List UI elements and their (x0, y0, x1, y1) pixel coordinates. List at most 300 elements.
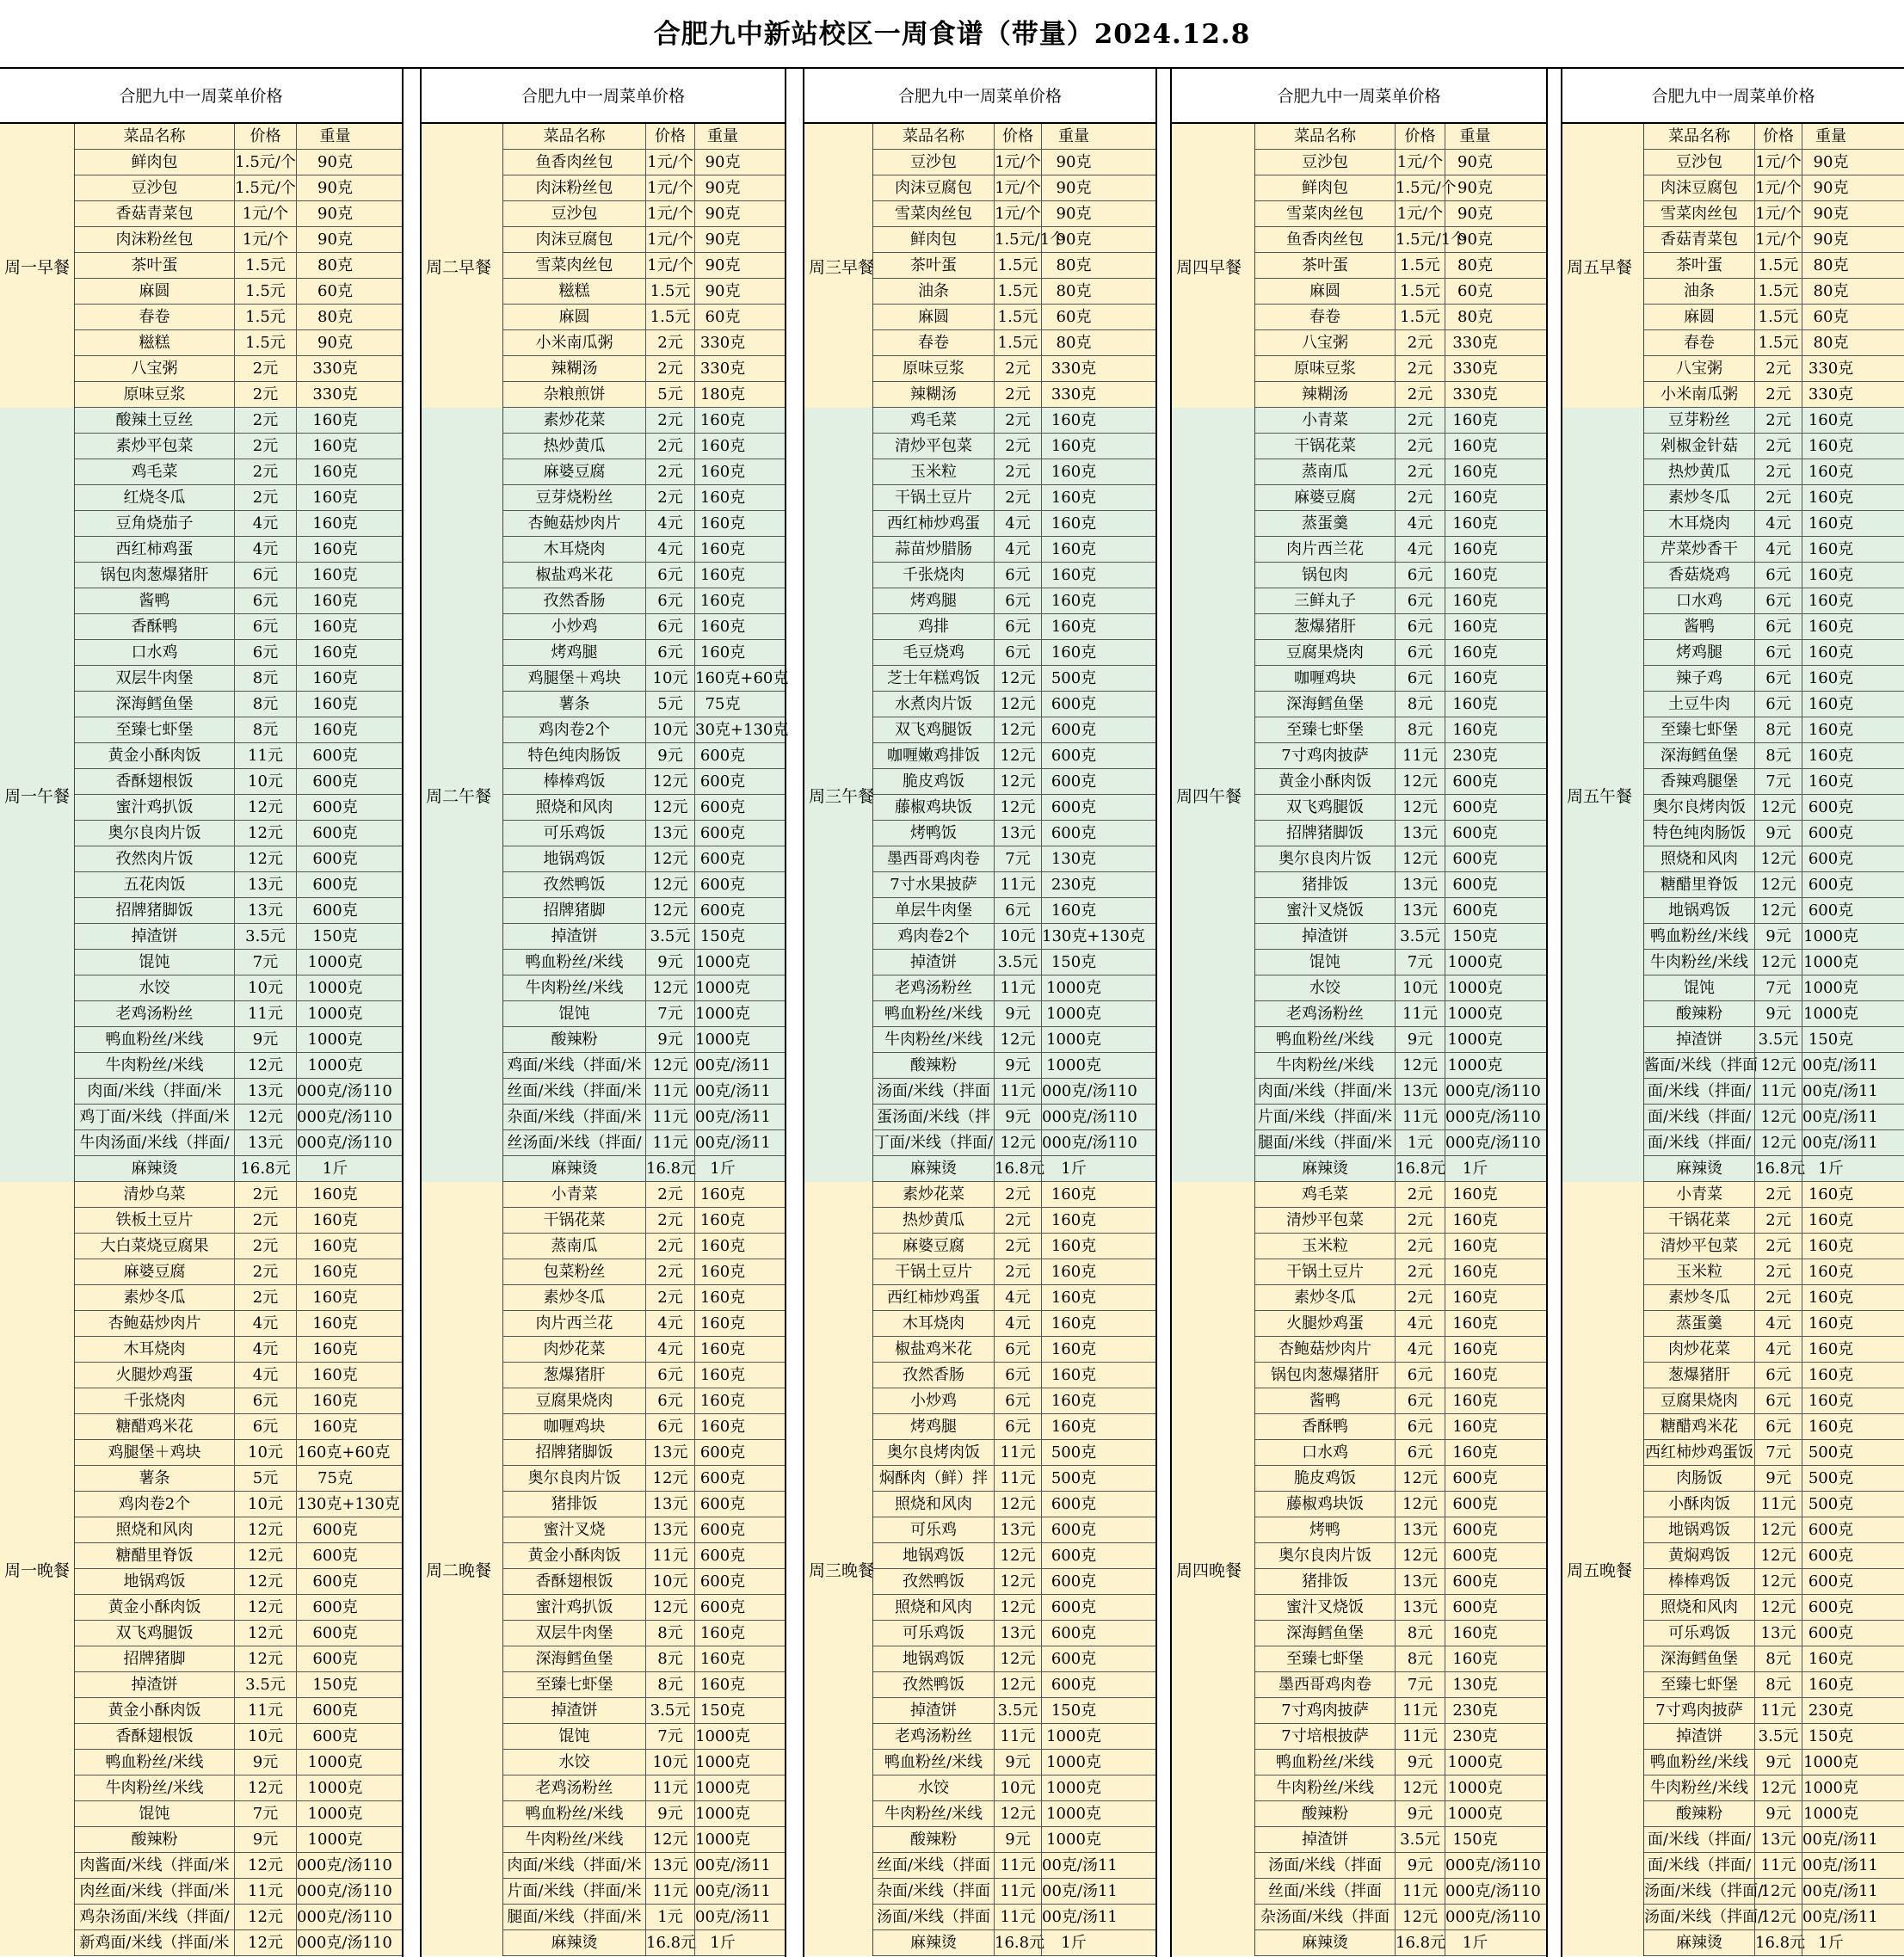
weight: 160克 (1445, 1208, 1505, 1233)
price: 6元 (994, 1414, 1041, 1439)
price: 1.5元 (1395, 279, 1445, 304)
menu-table (1644, 1182, 1904, 1956)
table-row (75, 950, 402, 975)
table-row (873, 1646, 1155, 1672)
dish-name: 素炒冬瓜 (1668, 1289, 1730, 1307)
table-row (873, 382, 1155, 408)
price: 2元 (645, 485, 694, 510)
dish-name: 双飞鸡腿饭 (895, 721, 972, 739)
dish-name-header: 菜品名称 (123, 127, 186, 145)
menu-table (503, 1182, 785, 1956)
weight: 160克 (1802, 459, 1859, 484)
weight: 160克 (1041, 1414, 1106, 1439)
meal-label: 周一午餐 (0, 408, 75, 1182)
dish-name: 咖喱鸡块 (543, 1418, 606, 1436)
table-row (75, 1698, 402, 1724)
weight: 160克 (1041, 1311, 1106, 1336)
dish-name: 丝面/米线（拌面 (1267, 1882, 1383, 1900)
table-row (873, 717, 1155, 743)
price: 9元 (994, 1053, 1041, 1078)
table-row (503, 201, 785, 227)
weight: 00克/汤11 (1041, 1879, 1106, 1904)
weight: 160克 (694, 1388, 750, 1413)
weight: 160克 (296, 537, 373, 562)
table-row (1255, 846, 1546, 872)
dish-name: 豆芽烧粉丝 (535, 489, 613, 507)
price: 12元 (994, 1569, 1041, 1594)
table-row (503, 1208, 785, 1234)
dish-name: 水饺 (558, 1753, 590, 1771)
price: 11元 (1754, 1698, 1802, 1723)
table-row (75, 1259, 402, 1285)
weight: 330克 (296, 382, 373, 407)
table-row (503, 1234, 785, 1259)
price: 2元 (1395, 485, 1445, 510)
table-header-row (503, 124, 785, 150)
price: 13元 (994, 1621, 1041, 1646)
price: 10元 (234, 769, 296, 794)
price: 11元 (645, 1879, 694, 1904)
price: 2元 (1395, 1285, 1445, 1310)
dish-name: 辣糊汤 (910, 385, 957, 403)
weight: 1000克 (1802, 1775, 1859, 1800)
dish-name: 豆腐果烧肉 (1661, 1392, 1738, 1410)
dish-name: 双飞鸡腿饭 (1286, 798, 1364, 816)
weight: 160克 (1445, 588, 1505, 613)
table-row (1255, 1156, 1546, 1182)
price: 2元 (994, 459, 1041, 484)
price: 6元 (645, 563, 694, 588)
table-row (1255, 1234, 1546, 1259)
meal-label: 周三晚餐 (804, 1182, 873, 1956)
table-row (1644, 1234, 1904, 1259)
weight: 160克 (1802, 588, 1859, 613)
weight: 00克/汤11 (1802, 1079, 1859, 1104)
weight: 1000克 (1802, 950, 1859, 975)
dish-name: 奥尔良肉片饭 (527, 1469, 621, 1487)
price: 1元/个 (645, 175, 694, 200)
dish-name: 7寸水果披萨 (890, 876, 977, 894)
table-row (1644, 1801, 1904, 1827)
weight: 600克 (1445, 872, 1505, 897)
dish-name: 墨西哥鸡肉卷 (1279, 1676, 1371, 1694)
weight-header: 重量 (1802, 124, 1859, 149)
meal-label: 周三早餐 (804, 124, 873, 408)
weight: 160克 (694, 1363, 750, 1388)
table-row (503, 253, 785, 279)
dish-name: 油条 (1684, 282, 1715, 300)
price: 12元 (1395, 846, 1445, 871)
menu-table (1255, 1182, 1546, 1956)
table-row (873, 666, 1155, 692)
weight: 000克/汤110 (1445, 1130, 1505, 1155)
weight: 1000克 (694, 1027, 750, 1052)
price: 13元 (994, 1517, 1041, 1542)
table-row (75, 1337, 402, 1363)
dish-name: 春卷 (1309, 308, 1340, 326)
weight: 600克 (1041, 717, 1106, 742)
table-row (75, 253, 402, 279)
price: 2元 (645, 408, 694, 433)
price: 5元 (645, 382, 694, 407)
dish-name: 鸡丁面/米线（拌面/米 (79, 1108, 230, 1126)
table-row (1644, 1079, 1904, 1105)
weight: 160克 (1041, 563, 1106, 588)
price: 6元 (645, 1388, 694, 1413)
table-row (873, 1698, 1155, 1724)
dish-name: 干锅花菜 (1294, 437, 1356, 455)
table-row (503, 1853, 785, 1879)
dish-name: 香菇青菜包 (1661, 231, 1738, 249)
weight: 600克 (1802, 1569, 1859, 1594)
table-row (873, 1234, 1155, 1259)
weight: 230克 (1041, 872, 1106, 897)
table-row (75, 1079, 402, 1105)
table-row (873, 356, 1155, 382)
weight: 600克 (1445, 1466, 1505, 1491)
table-row (1644, 1621, 1904, 1646)
weight: 1000克 (694, 1750, 750, 1775)
menu-table (75, 1182, 402, 1956)
weight: 1000克 (296, 975, 373, 1000)
price: 1元/个 (645, 253, 694, 278)
price: 2元 (1754, 434, 1802, 458)
weight: 1斤 (1041, 1930, 1106, 1955)
dish-name: 麻辣烫 (1676, 1934, 1722, 1952)
weight: 160克 (296, 717, 373, 742)
price: 2元 (645, 1208, 694, 1233)
meal-label: 周四晚餐 (1172, 1182, 1255, 1956)
table-row (873, 1053, 1155, 1079)
price: 2元 (645, 1182, 694, 1207)
weight: 90克 (1445, 201, 1505, 226)
table-row (503, 975, 785, 1001)
dish-name: 馄饨 (139, 1805, 170, 1823)
price: 6元 (234, 1388, 296, 1413)
price: 6元 (234, 640, 296, 665)
price: 11元 (994, 1440, 1041, 1465)
weight: 600克 (296, 1517, 373, 1542)
table-row (1255, 898, 1546, 924)
table-row (75, 1182, 402, 1208)
weight: 1000克 (1802, 1750, 1859, 1775)
weight: 160克 (1802, 1311, 1859, 1336)
dish-name: 孜然肉片饭 (115, 850, 194, 868)
dish-name: 毛豆烧鸡 (903, 643, 964, 662)
table-row (873, 1569, 1155, 1595)
table-row (1644, 743, 1904, 769)
dish-name: 蜜汁叉烧饭 (1286, 1598, 1364, 1616)
block-divider (785, 69, 804, 1957)
table-row (1644, 1440, 1904, 1466)
price: 12元 (1754, 1905, 1802, 1929)
table-row (503, 1079, 785, 1105)
table-row (873, 175, 1155, 201)
price: 3.5元 (645, 1698, 694, 1723)
table-row (75, 1440, 402, 1466)
dish-name-header: 菜品名称 (1294, 127, 1356, 145)
table-row (1255, 588, 1546, 614)
table-row (503, 459, 785, 485)
price: 12元 (234, 1105, 296, 1129)
weight: 600克 (694, 1466, 750, 1491)
weight: 160克 (296, 666, 373, 691)
table-row (503, 175, 785, 201)
price: 12元 (234, 1569, 296, 1594)
weight: 160克 (1445, 717, 1505, 742)
dish-name: 酸辣粉 (910, 1056, 957, 1074)
table-row (75, 175, 402, 201)
dish-name: 麻辣烫 (1302, 1160, 1348, 1178)
weight: 160克 (694, 1234, 750, 1259)
dish-name: 鸡腿堡＋鸡块 (108, 1443, 201, 1462)
weight: 600克 (1041, 1672, 1106, 1697)
dish-name: 可乐鸡饭 (1668, 1624, 1730, 1642)
weight: 160克 (296, 563, 373, 588)
table-row (75, 537, 402, 563)
dish-name: 孜然鸭饭 (903, 1572, 964, 1591)
dish-name: 糍糕 (139, 334, 170, 352)
price: 8元 (1754, 1672, 1802, 1697)
table-row (1644, 1414, 1904, 1440)
price: 2元 (234, 382, 296, 407)
table-row (1255, 1853, 1546, 1879)
table-row (1644, 717, 1904, 743)
price: 8元 (1395, 1621, 1445, 1646)
table-row (75, 872, 402, 898)
dish-name: 小青菜 (1676, 1185, 1722, 1203)
weight: 330克 (1802, 356, 1859, 381)
price: 6元 (1754, 666, 1802, 691)
dish-name: 八宝粥 (1302, 334, 1348, 352)
dish-name: 黄焖鸡饭 (1668, 1547, 1730, 1565)
weight: 1000克 (1445, 1775, 1505, 1800)
price: 2元 (994, 1234, 1041, 1259)
dish-name: 招牌猪脚饭 (115, 902, 194, 920)
price: 12元 (1395, 795, 1445, 820)
weight: 160克 (1802, 769, 1859, 794)
weight: 1000克 (694, 1827, 750, 1852)
dish-name: 香酥鸭 (131, 618, 178, 636)
dish-name: 掉渣饼 (131, 1676, 178, 1694)
dish-name: 辣糊汤 (1302, 385, 1348, 403)
weight: 160克 (1445, 537, 1505, 562)
dish-name: 素炒花菜 (903, 1185, 964, 1203)
weight-header: 重量 (296, 124, 373, 149)
dinner-section (1172, 1182, 1546, 1956)
price: 10元 (994, 924, 1041, 949)
weight: 00克/汤11 (1802, 1105, 1859, 1129)
dish-name: 八宝粥 (131, 360, 178, 378)
table-row (75, 1801, 402, 1827)
table-row (75, 898, 402, 924)
weight: 1斤 (694, 1930, 750, 1955)
price: 1.5元 (645, 279, 694, 304)
price: 1元/个 (994, 150, 1041, 175)
price: 12元 (1754, 898, 1802, 923)
table-row (503, 1130, 785, 1156)
price: 6元 (1754, 692, 1802, 717)
breakfast-section (804, 124, 1155, 408)
weight: 150克 (1041, 1698, 1106, 1723)
weight: 150克 (1445, 1827, 1505, 1852)
weight: 600克 (694, 743, 750, 768)
table-row (1644, 253, 1904, 279)
table-row (75, 356, 402, 382)
weight: 160克 (1802, 743, 1859, 768)
weight: 600克 (1445, 898, 1505, 923)
table-row (873, 150, 1155, 175)
table-row (75, 975, 402, 1001)
dish-name: 热炒黄瓜 (543, 437, 606, 455)
price: 11元 (994, 1079, 1041, 1104)
weight: 160克 (296, 1259, 373, 1284)
price: 8元 (645, 1672, 694, 1697)
dish-name: 孜然香肠 (903, 1366, 964, 1384)
price: 12元 (645, 1466, 694, 1491)
dish-name: 掉渣饼 (1302, 927, 1348, 945)
dish-name: 杏鲍菇炒肉片 (1279, 1340, 1371, 1358)
price: 2元 (1754, 1285, 1802, 1310)
dish-name: 奥尔良肉片饭 (108, 824, 201, 842)
weight: 160克 (694, 563, 750, 588)
price: 13元 (1754, 1621, 1802, 1646)
dish-name: 蜜汁鸡扒饭 (115, 798, 194, 816)
table-row (503, 1543, 785, 1569)
table-row (1644, 1285, 1904, 1311)
dish-name: 酱面/米线（拌面 (1644, 1056, 1759, 1074)
table-row (873, 1363, 1155, 1388)
weight: 160克 (296, 485, 373, 510)
menu-table (75, 124, 402, 408)
dish-name: 薯条 (558, 695, 590, 713)
weight: 1000克 (694, 1775, 750, 1800)
menu-table (873, 408, 1155, 1182)
weight: 160克 (1802, 1388, 1859, 1413)
dish-name: 糖醋里脊饭 (115, 1547, 194, 1565)
meal-label: 周一晚餐 (0, 1182, 75, 1956)
dish-name: 薯条 (139, 1469, 170, 1487)
dish-name: 丝汤面/米线（拌面/ (507, 1134, 642, 1152)
lunch-section (804, 408, 1155, 1182)
price: 12元 (1395, 1905, 1445, 1929)
dish-name: 鸭血粉丝/米线 (105, 1753, 204, 1771)
dish-name: 牛肉粉丝/米线 (884, 1805, 983, 1823)
dish-name: 牛肉粉丝/米线 (1649, 953, 1749, 971)
price: 3.5元 (1395, 924, 1445, 949)
price: 9元 (234, 1827, 296, 1852)
weight: 160克 (296, 1285, 373, 1310)
table-row (1255, 201, 1546, 227)
table-row (1644, 924, 1904, 950)
table-row (75, 1492, 402, 1517)
table-row (873, 1517, 1155, 1543)
price: 11元 (645, 1775, 694, 1800)
price: 1元/个 (994, 175, 1041, 200)
weight: 1斤 (1041, 1156, 1106, 1181)
price: 2元 (234, 485, 296, 510)
table-row (873, 1466, 1155, 1492)
table-row (1255, 563, 1546, 588)
price: 6元 (645, 1363, 694, 1388)
table-row (1644, 898, 1904, 924)
price: 1元/个 (645, 227, 694, 252)
table-row (75, 1750, 402, 1775)
dish-name: 香菇青菜包 (115, 205, 194, 223)
price-header: 价格 (645, 124, 694, 149)
dish-name: 肉片西兰花 (535, 1314, 613, 1332)
price: 1元 (645, 1905, 694, 1929)
table-row (1255, 950, 1546, 975)
table-row (1255, 1672, 1546, 1698)
weight: 160克 (1041, 485, 1106, 510)
price: 8元 (645, 1646, 694, 1671)
dish-name: 老鸡汤粉丝 (895, 979, 972, 997)
dish-name: 春卷 (1684, 334, 1715, 352)
dish-name: 掉渣饼 (1676, 1727, 1722, 1745)
price: 13元 (645, 1492, 694, 1517)
table-header-row (873, 124, 1155, 150)
price: 2元 (994, 1208, 1041, 1233)
weight: 160克+60克 (694, 666, 750, 691)
weight: 000克/汤110 (1445, 1853, 1505, 1878)
table-row (1255, 1259, 1546, 1285)
price: 6元 (1395, 1414, 1445, 1439)
weight: 150克 (1041, 950, 1106, 975)
dish-name: 杂面/米线（拌面/米 (507, 1108, 642, 1126)
table-row (1644, 1208, 1904, 1234)
dish-name: 干锅土豆片 (1286, 1263, 1364, 1281)
weight: 160克 (296, 511, 373, 536)
table-row (873, 898, 1155, 924)
table-row (75, 692, 402, 717)
price: 13元 (645, 1853, 694, 1878)
price: 7元 (1395, 1672, 1445, 1697)
weight: 1000克 (296, 1775, 373, 1800)
weight: 160克 (1445, 1621, 1505, 1646)
price: 8元 (1754, 1646, 1802, 1671)
price: 1.5元 (645, 305, 694, 329)
dish-name: 鸭血粉丝/米线 (1275, 1753, 1375, 1771)
weight: 60克 (1802, 305, 1859, 329)
price: 12元 (645, 795, 694, 820)
dish-name: 红烧冬瓜 (123, 489, 186, 507)
dish-name: 豆沙包 (551, 205, 598, 223)
price: 2元 (1395, 356, 1445, 381)
price: 12元 (1754, 1879, 1802, 1904)
price: 16.8元 (1395, 1930, 1445, 1955)
table-row (1644, 1337, 1904, 1363)
weight: 80克 (1445, 305, 1505, 329)
dish-name: 糍糕 (558, 282, 590, 300)
price: 4元 (994, 1311, 1041, 1336)
dish-name: 豆沙包 (1302, 153, 1348, 171)
price: 11元 (994, 1466, 1041, 1491)
weight: 160克 (1802, 640, 1859, 665)
price: 6元 (994, 588, 1041, 613)
price: 11元 (645, 1130, 694, 1155)
dish-name: 猪排饭 (551, 1495, 598, 1513)
price: 11元 (1395, 1105, 1445, 1129)
weight: 230克 (1445, 1698, 1505, 1723)
dish-name: 八宝粥 (1676, 360, 1722, 378)
price: 7元 (645, 1724, 694, 1749)
price: 9元 (645, 743, 694, 768)
table-row (1644, 434, 1904, 459)
table-row (873, 1775, 1155, 1801)
price: 16.8元 (234, 1156, 296, 1181)
table-row (1255, 1466, 1546, 1492)
